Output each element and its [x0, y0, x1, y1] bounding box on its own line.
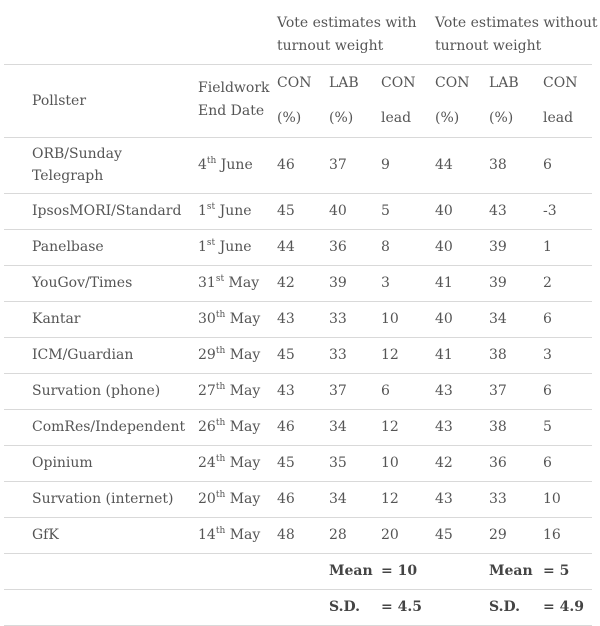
group-header-with-line1: Vote estimates with: [277, 15, 417, 31]
group-header-with-line2: turnout weight: [277, 38, 384, 54]
column-header-row: [4, 65, 592, 138]
row-lead-with: 12: [381, 491, 399, 507]
table-row: [4, 338, 592, 374]
row-lab-without: 38: [489, 157, 507, 173]
row-lead-without: 16: [543, 527, 561, 543]
header-lab-with-unit: (%): [329, 110, 354, 126]
row-date: 31st May: [198, 274, 260, 291]
row-pollster: Kantar: [32, 311, 81, 327]
row-lead-without: 6: [543, 157, 552, 173]
row-lead-with: 5: [381, 203, 390, 219]
row-lead-without: 6: [543, 455, 552, 471]
header-con-with: CON: [277, 75, 312, 91]
row-date: 4th June: [198, 156, 253, 173]
header-con-without-unit: (%): [435, 110, 460, 126]
row-pollster: Opinium: [32, 455, 93, 471]
table-row: [4, 194, 592, 230]
table-row: [4, 446, 592, 482]
row-pollster: Panelbase: [32, 239, 104, 255]
row-lead-with: 3: [381, 275, 390, 291]
row-con-without: 43: [435, 383, 453, 399]
header-fieldwork-line2: End Date: [198, 103, 265, 119]
row-pollster-line1: ORB/Sunday: [32, 146, 122, 162]
row-lead-without: 3: [543, 347, 552, 363]
row-con-with: 45: [277, 455, 295, 471]
row-lab-without: 37: [489, 383, 507, 399]
row-lab-with: 34: [329, 419, 347, 435]
row-lab-with: 39: [329, 275, 347, 291]
table-row: [4, 410, 592, 446]
row-lead-with: 12: [381, 347, 399, 363]
group-header-row: [4, 0, 598, 65]
row-con-without: 41: [435, 347, 453, 363]
row-pollster: GfK: [32, 527, 59, 543]
row-lead-without: -3: [543, 203, 557, 219]
row-lead-with: 12: [381, 419, 399, 435]
row-con-without: 42: [435, 455, 453, 471]
row-lab-with: 33: [329, 311, 347, 327]
row-lead-without: 5: [543, 419, 552, 435]
row-con-without: 43: [435, 491, 453, 507]
row-lab-with: 34: [329, 491, 347, 507]
row-date: 30th May: [198, 310, 261, 327]
row-con-with: 42: [277, 275, 295, 291]
row-lead-without: 6: [543, 311, 552, 327]
row-lead-with: 9: [381, 157, 390, 173]
row-lab-without: 33: [489, 491, 507, 507]
row-con-with: 46: [277, 157, 295, 173]
row-con-with: 48: [277, 527, 295, 543]
group-header-without-line1: Vote estimates without: [435, 15, 598, 31]
row-pollster: ICM/Guardian: [32, 347, 134, 363]
row-date: 24th May: [198, 454, 261, 471]
mean-value-with: = 10: [381, 563, 418, 579]
header-lead-with: CON: [381, 75, 416, 91]
row-lab-without: 36: [489, 455, 507, 471]
header-lab-with: LAB: [329, 75, 359, 91]
row-con-with: 43: [277, 383, 295, 399]
row-lead-with: 8: [381, 239, 390, 255]
row-date: 26th May: [198, 418, 261, 435]
header-con-without: CON: [435, 75, 470, 91]
row-date: 27th May: [198, 382, 261, 399]
table-row: [4, 482, 592, 518]
row-lab-with: 33: [329, 347, 347, 363]
table-row: [4, 374, 592, 410]
group-header-without-line2: turnout weight: [435, 38, 542, 54]
summary-row-mean: [4, 554, 592, 590]
row-lab-with: 40: [329, 203, 347, 219]
mean-value-without: = 5: [543, 563, 570, 579]
row-lab-without: 34: [489, 311, 507, 327]
summary-row-sd: [4, 590, 592, 626]
row-con-with: 44: [277, 239, 295, 255]
row-date: 1st June: [198, 202, 252, 219]
mean-label-with: Mean: [329, 563, 373, 579]
row-date: 14th May: [198, 526, 261, 543]
row-con-with: 45: [277, 347, 295, 363]
sd-label-with: S.D.: [329, 599, 361, 615]
header-lead-without-unit: lead: [543, 110, 574, 126]
row-lead-without: 10: [543, 491, 561, 507]
row-pollster: ComRes/Independent: [32, 419, 186, 435]
row-con-without: 41: [435, 275, 453, 291]
table-row: [4, 302, 592, 338]
table-row: [4, 230, 592, 266]
header-fieldwork-line1: Fieldwork: [198, 80, 270, 96]
poll-table: [4, 0, 598, 626]
row-lab-with: 37: [329, 157, 347, 173]
row-con-without: 40: [435, 203, 453, 219]
row-pollster: Survation (phone): [32, 383, 161, 399]
row-lab-without: 39: [489, 275, 507, 291]
row-con-without: 43: [435, 419, 453, 435]
row-con-with: 46: [277, 419, 295, 435]
row-con-without: 45: [435, 527, 453, 543]
row-pollster: Survation (internet): [32, 491, 174, 507]
row-lab-without: 43: [489, 203, 507, 219]
row-date: 1st June: [198, 238, 252, 255]
header-lab-without: LAB: [489, 75, 519, 91]
row-lead-without: 6: [543, 383, 552, 399]
table-row: [4, 266, 592, 302]
row-lab-with: 28: [329, 527, 347, 543]
row-pollster: YouGov/Times: [32, 275, 133, 291]
row-lab-without: 29: [489, 527, 507, 543]
row-pollster-line2: Telegraph: [32, 168, 104, 184]
header-con-with-unit: (%): [277, 110, 302, 126]
row-con-without: 40: [435, 311, 453, 327]
row-lab-with: 35: [329, 455, 347, 471]
row-lab-without: 38: [489, 419, 507, 435]
row-con-with: 43: [277, 311, 295, 327]
row-lead-without: 2: [543, 275, 552, 291]
header-lead-without: CON: [543, 75, 578, 91]
header-lead-with-unit: lead: [381, 110, 412, 126]
row-date: 29th May: [198, 346, 261, 363]
row-con-without: 40: [435, 239, 453, 255]
row-lab-without: 39: [489, 239, 507, 255]
row-lab-without: 38: [489, 347, 507, 363]
row-con-with: 45: [277, 203, 295, 219]
header-pollster: Pollster: [32, 93, 87, 109]
row-lab-with: 36: [329, 239, 347, 255]
row-con-without: 44: [435, 157, 453, 173]
row-lab-with: 37: [329, 383, 347, 399]
row-pollster: IpsosMORI/Standard: [32, 203, 182, 219]
row-lead-with: 6: [381, 383, 390, 399]
table-row: [4, 518, 592, 554]
table-row: [4, 138, 592, 194]
header-lab-without-unit: (%): [489, 110, 514, 126]
row-lead-with: 10: [381, 311, 399, 327]
sd-value-without: = 4.9: [543, 599, 584, 615]
sd-value-with: = 4.5: [381, 599, 422, 615]
row-lead-with: 20: [381, 527, 399, 543]
mean-label-without: Mean: [489, 563, 533, 579]
row-con-with: 46: [277, 491, 295, 507]
row-lead-without: 1: [543, 239, 552, 255]
sd-label-without: S.D.: [489, 599, 521, 615]
row-lead-with: 10: [381, 455, 399, 471]
row-date: 20th May: [198, 490, 261, 507]
